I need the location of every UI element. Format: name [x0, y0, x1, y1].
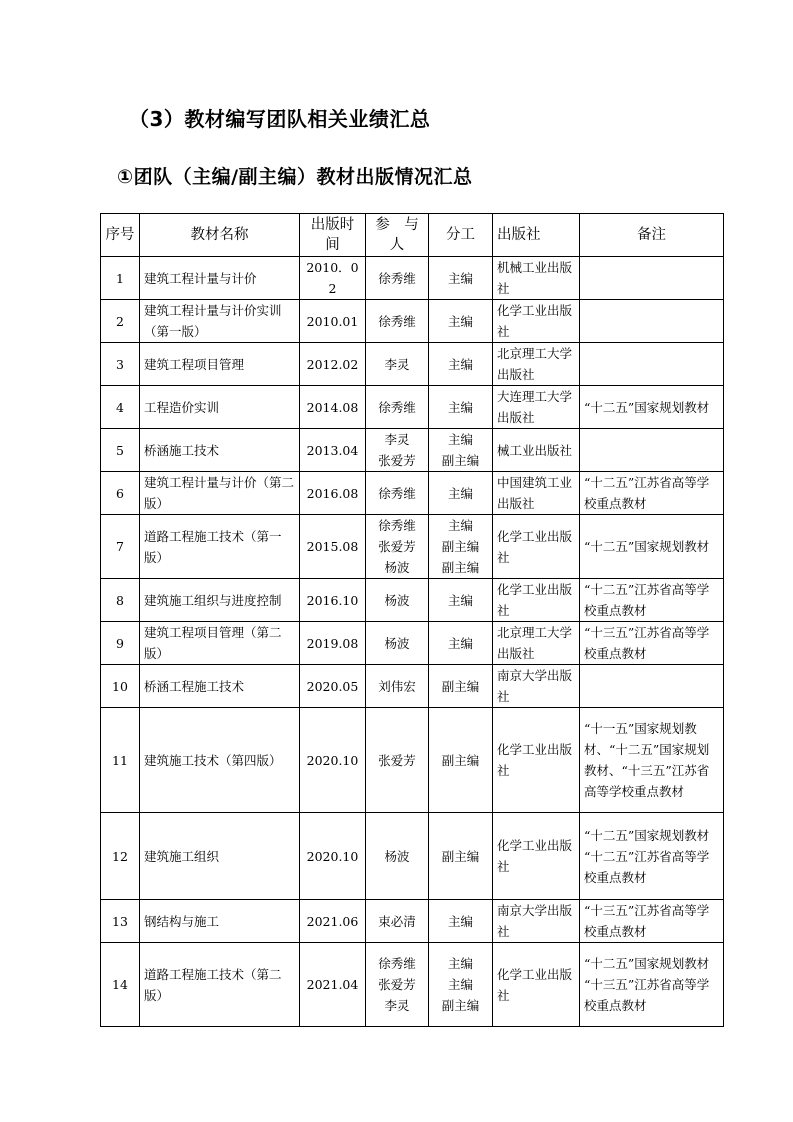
cell-date: 2016.08	[300, 472, 366, 515]
cell-name: 钢结构与施工	[140, 900, 300, 943]
header-date: 出版时间	[300, 214, 366, 257]
table-row	[101, 622, 724, 665]
cell-role: 主编	[429, 900, 493, 943]
table-row	[101, 386, 724, 429]
table-row	[101, 900, 724, 943]
cell-role: 副主编	[429, 708, 493, 813]
cell-people: 张爱芳	[366, 708, 429, 813]
cell-name: 道路工程施工技术（第一版）	[140, 515, 300, 579]
cell-date: 2010.01	[300, 300, 366, 343]
cell-role: 主编	[429, 386, 493, 429]
cell-note	[580, 665, 724, 708]
subsection-heading: ①团队（主编/副主编）教材出版情况汇总	[117, 166, 473, 188]
table-row	[101, 708, 724, 813]
header-people: 参 与人	[366, 214, 429, 257]
cell-role: 主编	[429, 300, 493, 343]
cell-note	[580, 300, 724, 343]
cell-note: “十一五”国家规划教材、“十二五”国家规划教材、“十三五”江苏省高等学校重点教材	[580, 708, 724, 813]
cell-date: 2014.08	[300, 386, 366, 429]
cell-role: 副主编	[429, 665, 493, 708]
cell-name: 建筑工程计量与计价	[140, 257, 300, 300]
header-name: 教材名称	[140, 214, 300, 257]
cell-date: 2020.10	[300, 813, 366, 900]
cell-name: 桥涵施工技术	[140, 429, 300, 472]
header-note: 备注	[580, 214, 724, 257]
cell-people: 徐秀维	[366, 257, 429, 300]
cell-no: 7	[101, 515, 140, 579]
cell-name: 桥涵工程施工技术	[140, 665, 300, 708]
cell-role: 主编	[429, 343, 493, 386]
cell-note: “十二五”江苏省高等学校重点教材	[580, 472, 724, 515]
cell-people: 杨波	[366, 622, 429, 665]
table-row	[101, 813, 724, 900]
table-row	[101, 343, 724, 386]
cell-name: 建筑工程项目管理（第二版）	[140, 622, 300, 665]
cell-name: 建筑工程计量与计价实训（第一版）	[140, 300, 300, 343]
cell-note: “十二五”国家规划教材 “十三五”江苏省高等学校重点教材	[580, 943, 724, 1027]
cell-date: 2016.10	[300, 579, 366, 622]
cell-name: 建筑施工组织	[140, 813, 300, 900]
cell-date: 2021.06	[300, 900, 366, 943]
cell-people: 刘伟宏	[366, 665, 429, 708]
cell-people: 李灵 张爱芳	[366, 429, 429, 472]
cell-publisher: 北京理工大学出版社	[493, 343, 580, 386]
cell-people: 杨波	[366, 813, 429, 900]
cell-no: 14	[101, 943, 140, 1027]
cell-note	[580, 343, 724, 386]
cell-publisher: 北京理工大学出版社	[493, 622, 580, 665]
cell-name: 工程造价实训	[140, 386, 300, 429]
table-row	[101, 943, 724, 1027]
header-no: 序号	[101, 214, 140, 257]
table-row	[101, 257, 724, 300]
cell-role: 主编	[429, 472, 493, 515]
table-row	[101, 472, 724, 515]
cell-people: 李灵	[366, 343, 429, 386]
cell-note	[580, 429, 724, 472]
cell-name: 道路工程施工技术（第二版）	[140, 943, 300, 1027]
cell-date: 2020.10	[300, 708, 366, 813]
cell-date: 2015.08	[300, 515, 366, 579]
cell-note: “十二五”国家规划教材	[580, 386, 724, 429]
cell-role: 主编	[429, 579, 493, 622]
cell-publisher: 械工业出版社	[493, 429, 580, 472]
cell-people: 徐秀维 张爱芳 李灵	[366, 943, 429, 1027]
cell-publisher: 南京大学出版社	[493, 900, 580, 943]
cell-note: “十三五”江苏省高等学校重点教材	[580, 622, 724, 665]
cell-publisher: 化学工业出版社	[493, 943, 580, 1027]
cell-no: 13	[101, 900, 140, 943]
cell-role: 主编	[429, 257, 493, 300]
cell-date: 2021.04	[300, 943, 366, 1027]
cell-publisher: 化学工业出版社	[493, 579, 580, 622]
cell-note: “十二五”国家规划教材 “十二五”江苏省高等学校重点教材	[580, 813, 724, 900]
cell-no: 10	[101, 665, 140, 708]
table-row	[101, 300, 724, 343]
cell-people: 徐秀维	[366, 386, 429, 429]
cell-publisher: 南京大学出版社	[493, 665, 580, 708]
cell-role: 主编 副主编	[429, 429, 493, 472]
cell-no: 5	[101, 429, 140, 472]
cell-no: 12	[101, 813, 140, 900]
cell-role: 主编 主编 副主编	[429, 943, 493, 1027]
cell-no: 1	[101, 257, 140, 300]
header-role: 分工	[429, 214, 493, 257]
cell-note	[580, 257, 724, 300]
textbook-table	[100, 213, 724, 1027]
cell-publisher: 化学工业出版社	[493, 813, 580, 900]
cell-no: 6	[101, 472, 140, 515]
cell-people: 束必清	[366, 900, 429, 943]
cell-name: 建筑施工组织与进度控制	[140, 579, 300, 622]
cell-publisher: 化学工业出版社	[493, 515, 580, 579]
cell-no: 8	[101, 579, 140, 622]
cell-name: 建筑施工技术（第四版）	[140, 708, 300, 813]
cell-no: 4	[101, 386, 140, 429]
cell-role: 副主编	[429, 813, 493, 900]
section-heading: （3）教材编写团队相关业绩汇总	[129, 107, 431, 131]
cell-people: 徐秀维 张爱芳 杨波	[366, 515, 429, 579]
cell-date: 2019.08	[300, 622, 366, 665]
table-row	[101, 429, 724, 472]
cell-date: 2013.04	[300, 429, 366, 472]
cell-note: “十三五”江苏省高等学校重点教材	[580, 900, 724, 943]
cell-no: 3	[101, 343, 140, 386]
table-row	[101, 665, 724, 708]
cell-people: 徐秀维	[366, 472, 429, 515]
cell-publisher: 大连理工大学出版社	[493, 386, 580, 429]
cell-note: “十二五”国家规划教材	[580, 515, 724, 579]
table-row	[101, 579, 724, 622]
cell-note: “十二五”江苏省高等学校重点教材	[580, 579, 724, 622]
cell-role: 主编	[429, 622, 493, 665]
cell-publisher: 中国建筑工业出版社	[493, 472, 580, 515]
cell-publisher: 化学工业出版社	[493, 300, 580, 343]
cell-no: 11	[101, 708, 140, 813]
cell-date: 2020.05	[300, 665, 366, 708]
table-header-row	[101, 214, 724, 257]
cell-no: 9	[101, 622, 140, 665]
cell-people: 杨波	[366, 579, 429, 622]
cell-date: 2010．02	[300, 257, 366, 300]
table-row	[101, 515, 724, 579]
cell-role: 主编 副主编 副主编	[429, 515, 493, 579]
table-body	[101, 257, 724, 1027]
cell-no: 2	[101, 300, 140, 343]
cell-publisher: 化学工业出版社	[493, 708, 580, 813]
cell-date: 2012.02	[300, 343, 366, 386]
cell-publisher: 机械工业出版社	[493, 257, 580, 300]
header-publisher: 出版社	[493, 214, 580, 257]
cell-name: 建筑工程计量与计价（第二版）	[140, 472, 300, 515]
cell-name: 建筑工程项目管理	[140, 343, 300, 386]
cell-people: 徐秀维	[366, 300, 429, 343]
